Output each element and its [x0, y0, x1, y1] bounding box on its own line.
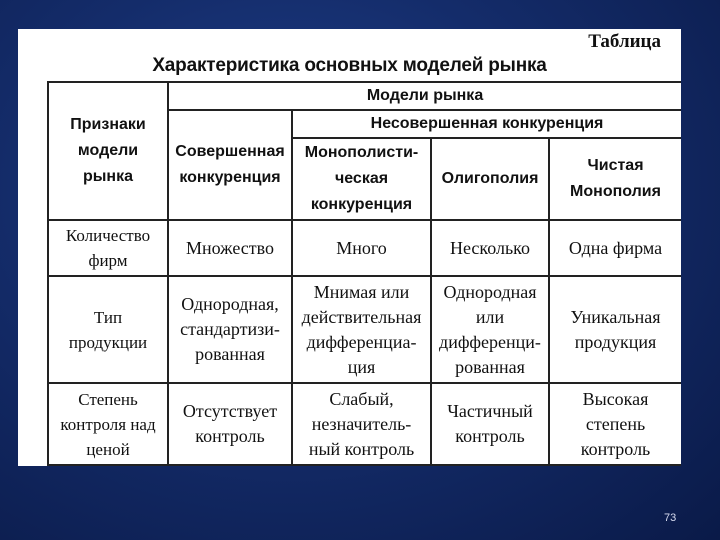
header-perfect-line: конкуренция — [179, 169, 281, 186]
page-number: 73 — [664, 512, 677, 524]
cell-monopolistic — [292, 220, 431, 276]
cell-line: ценой — [86, 439, 130, 459]
cell-perfect — [168, 383, 292, 465]
cell-line: Отсутствует — [182, 401, 278, 421]
header-monopolistic-competition — [292, 138, 431, 220]
header-monopolistic-line: Монополисти- — [304, 144, 419, 161]
cell-line: Частичный — [447, 401, 533, 421]
cell-line: продукция — [574, 331, 657, 352]
cell-line: действительная — [301, 306, 422, 327]
cell-line: контроль — [195, 426, 265, 446]
cell-line: фирм — [88, 251, 128, 270]
header-perfect-line: Совершенная — [175, 143, 285, 160]
header-features-line: Признаки — [70, 116, 146, 133]
cell-oligopoly — [431, 220, 549, 276]
cell-pure-monopoly — [549, 383, 681, 465]
cell-line: продукции — [68, 332, 148, 352]
header-features-line: рынка — [82, 168, 133, 185]
row-feature-price-control — [48, 383, 168, 465]
cell-line: или — [475, 306, 505, 327]
cell-line: ция — [347, 356, 376, 377]
cell-line: Несколько — [449, 237, 531, 258]
cell-oligopoly — [431, 383, 549, 465]
cell-empty — [168, 465, 292, 466]
cell-line: незначитель- — [311, 413, 412, 434]
cell-line: ный контроль — [308, 438, 415, 459]
header-oligopoly: Олигополия — [431, 138, 549, 220]
header-perfect-competition — [168, 110, 292, 220]
table-image — [18, 29, 681, 466]
table-caption: Таблица — [588, 31, 661, 52]
cell-line: Одна фирма — [568, 237, 663, 258]
header-pure-monopoly-line: Чистая — [587, 157, 644, 174]
cell-line: Множество — [185, 237, 275, 258]
cell-empty — [549, 465, 681, 466]
cell-line: контроля над — [60, 414, 156, 434]
cell-perfect — [168, 220, 292, 276]
cell-line: рованная — [195, 344, 265, 364]
table-row — [48, 220, 681, 276]
header-pure-monopoly-line: Монополия — [570, 183, 661, 200]
cell-line: степень — [585, 413, 646, 434]
cell-empty — [48, 465, 168, 466]
header-features — [48, 82, 168, 220]
header-market-models: Модели рынка — [168, 82, 681, 110]
cell-line: Количество — [65, 226, 151, 245]
table-row-cut — [48, 465, 681, 466]
cell-line: стандартизи- — [180, 319, 280, 339]
cell-pure-monopoly — [549, 220, 681, 276]
cell-line: Слабый, — [329, 388, 394, 409]
table-title: Характеристика основных моделей рынка — [152, 55, 547, 76]
cell-line: рованная — [455, 356, 525, 377]
cell-empty — [431, 465, 549, 466]
market-models-table — [47, 81, 681, 466]
header-pure-monopoly — [549, 138, 681, 220]
cell-line: контроль — [580, 438, 651, 459]
cell-pure-monopoly — [549, 276, 681, 383]
cell-line: Однородная, — [181, 294, 279, 314]
header-monopolistic-line: ческая — [334, 170, 389, 187]
cell-line: Уникальная — [570, 306, 661, 327]
cell-line: дифференциа- — [306, 331, 417, 352]
cell-monopolistic — [292, 383, 431, 465]
header-monopolistic-line: конкуренция — [310, 196, 413, 213]
row-feature-product-type — [48, 276, 168, 383]
cell-line: Мнимая или — [313, 281, 410, 302]
cell-empty — [292, 465, 431, 466]
cell-oligopoly — [431, 276, 549, 383]
cell-line: Степень — [78, 389, 138, 409]
cell-line: дифференци- — [439, 331, 541, 352]
cell-line: Много — [336, 237, 387, 258]
cell-monopolistic — [292, 276, 431, 383]
cell-line: контроль — [455, 426, 525, 446]
cell-perfect — [168, 276, 292, 383]
cell-line: Тип — [93, 307, 123, 327]
table-row — [48, 383, 681, 465]
header-features-line: модели — [77, 142, 139, 159]
cell-line: Высокая — [582, 388, 649, 409]
table-row — [48, 276, 681, 383]
header-imperfect-competition: Несовершенная конкуренция — [292, 110, 681, 138]
row-feature-firm-count — [48, 220, 168, 276]
cell-line: Однородная — [443, 281, 537, 302]
